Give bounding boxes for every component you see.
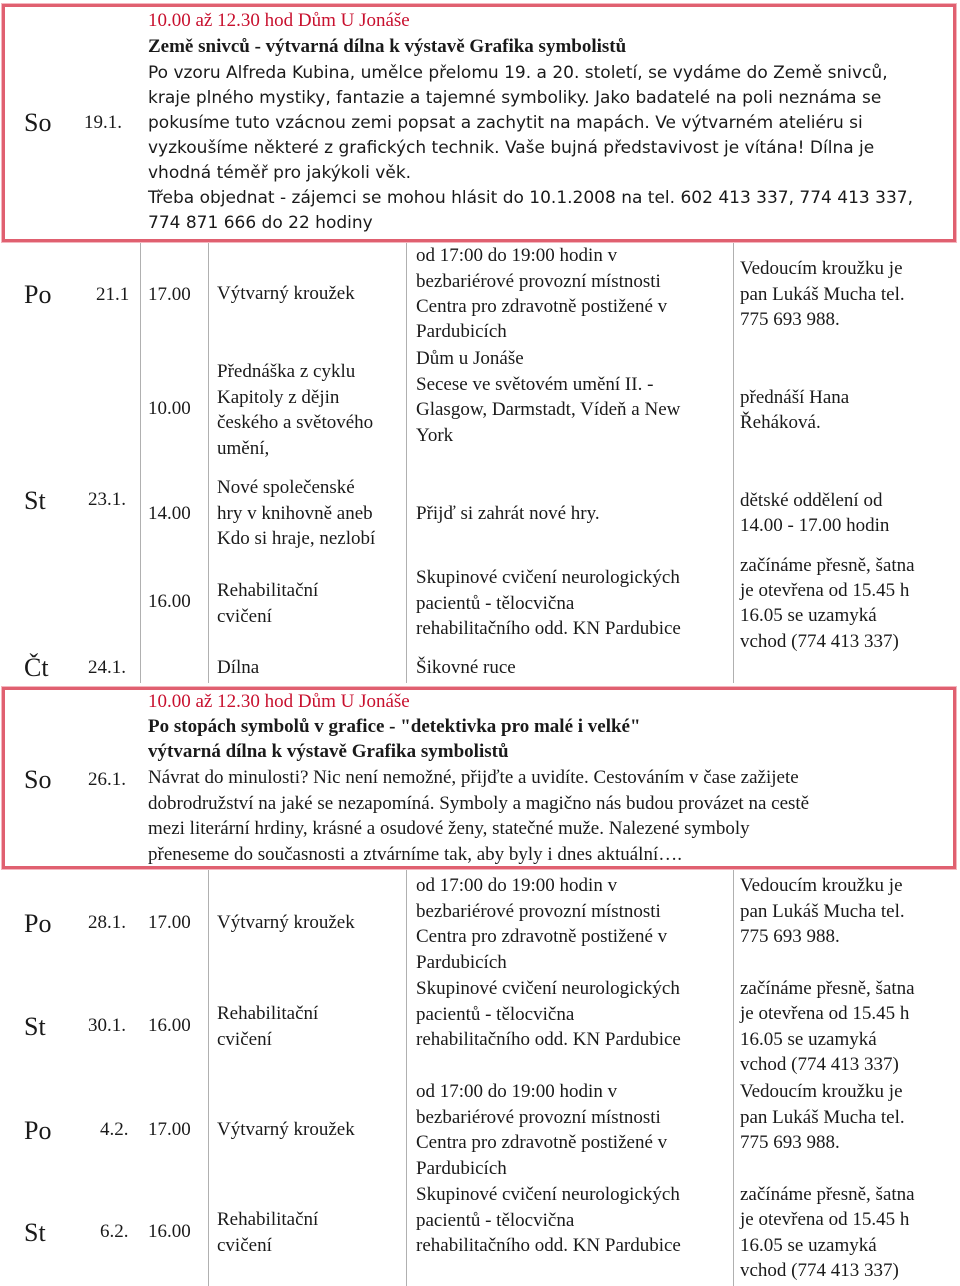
day-label: So [24,108,52,137]
place-line: Skupinové cvičení neurologických [416,1184,680,1205]
place-line: Pardubicích [416,952,507,973]
date-label: 26.1. [88,769,126,790]
event-name-line: Kapitoly z dějin [217,387,340,408]
place-line: bezbariérové provozní místnosti [416,271,661,292]
description-line: dobrodružství na jaké se nezapomíná. Symboly a magično nás budou provázet na cestě [148,793,810,814]
note-line: Vedoucím kroužku je [740,875,903,896]
note-line: Řeháková. [740,412,821,433]
time-label: 16.00 [148,1221,191,1242]
note-line: vchod (774 413 337) [740,631,899,652]
event-name-line: hry v knihovně aneb [217,503,373,524]
event-name-line: umění, [217,438,270,459]
event-title: Země snivců - výtvarná dílna k výstavě Grafika symbolistů [148,36,627,57]
note-line: 775 693 988. [740,309,840,330]
place-line: bezbariérové provozní místnosti [416,901,661,922]
date-label: 23.1. [88,489,126,510]
note-line: začínáme přesně, šatna [740,1184,915,1205]
event-name: Výtvarný kroužek [217,283,355,304]
event-name-line: Kdo si hraje, nezlobí [217,528,376,549]
day-label: St [24,1218,46,1247]
description-line: Třeba objednat - zájemci se mohou hlásit do 10.1.2008 na tel. 602 413 337, 774 413 337, [148,188,913,208]
description-line: vyzkoušíme některé z grafických technik. Vaše bujná představivost je vítána! Dílna je [148,138,875,158]
note-line: začínáme přesně, šatna [740,978,915,999]
event-name-line: cvičení [217,1029,272,1050]
date-label: 19.1. [84,112,122,133]
place-line: York [416,425,454,446]
time-label: 17.00 [148,912,191,933]
place-line: Centra pro zdravotně postižené v [416,926,668,947]
place-line: rehabilitačního odd. KN Pardubice [416,1029,681,1050]
description-line: přeneseme do současnosti a ztvárníme tak, aby byly i dnes aktuální…. [148,844,682,865]
place-line: Glasgow, Darmstadt, Vídeň a New [416,399,681,420]
note-line: Vedoucím kroužku je [740,258,903,279]
time-label: 16.00 [148,1015,191,1036]
description-line: vhodná téměř pro jakýkoli věk. [148,163,412,183]
event-name: Výtvarný kroužek [217,912,355,933]
event-name-line: Rehabilitační [217,580,319,601]
event-name-line: cvičení [217,606,272,627]
event-name-line: Přednáška z cyklu [217,361,356,382]
place-line: pacientů - tělocvična [416,593,575,614]
day-label: St [24,1012,46,1041]
note-line: je otevřena od 15.45 h [740,1003,910,1024]
time-label: 17.00 [148,1119,191,1140]
day-label: Čt [24,653,49,682]
place-line: Pardubicích [416,1158,507,1179]
time-label: 14.00 [148,503,191,524]
place-line: Skupinové cvičení neurologických [416,567,680,588]
place-line: bezbariérové provozní místnosti [416,1107,661,1128]
note-line: pan Lukáš Mucha tel. [740,1107,905,1128]
place-line: od 17:00 do 19:00 hodin v [416,245,618,266]
description-line: mezi literární hrdiny, krásné a osudové ženy, statečné muže. Nalezené symboly [148,818,750,839]
note-line: pan Lukáš Mucha tel. [740,901,905,922]
event-title-line: Po stopách symbolů v grafice - "detektivka pro malé i velké" [148,716,641,737]
day-label: St [24,486,46,515]
event-name-line: českého a světového [217,412,374,433]
place-line: Dům u Jonáše [416,348,524,369]
note-line: 775 693 988. [740,1132,840,1153]
note-line: je otevřena od 15.45 h [740,580,910,601]
note-line: 16.05 se uzamyká [740,1235,877,1256]
note-line: 775 693 988. [740,926,840,947]
column-divider [406,243,407,683]
place-line: Skupinové cvičení neurologických [416,978,680,999]
column-divider [208,243,209,683]
date-label: 4.2. [100,1119,129,1140]
place-line: rehabilitačního odd. KN Pardubice [416,618,681,639]
note-line: pan Lukáš Mucha tel. [740,284,905,305]
event-name-line: cvičení [217,1235,272,1256]
note-line: 14.00 - 17.00 hodin [740,515,890,536]
time-location-line: 10.00 až 12.30 hod Dům U Jonáše [148,10,410,31]
day-label: Po [24,909,52,938]
event-name-line: Rehabilitační [217,1003,319,1024]
date-label: 24.1. [88,657,126,678]
time-label: 17.00 [148,284,191,305]
place-line: Centra pro zdravotně postižené v [416,296,668,317]
description-line: 774 871 666 do 22 hodiny [148,213,373,233]
column-divider [733,870,734,1286]
event-title-line: výtvarná dílna k výstavě Grafika symbolistů [148,741,509,762]
note-line: je otevřena od 15.45 h [740,1209,910,1230]
note-line: vchod (774 413 337) [740,1054,899,1075]
date-label: 6.2. [100,1221,129,1242]
place-line: Pardubicích [416,321,507,342]
date-label: 28.1. [88,912,126,933]
description-line: kraje plného mystiky, fantazie a tajemné symboliky. Jako badatelé na poli neznáma se [148,88,882,108]
note-line: 16.05 se uzamyká [740,1029,877,1050]
time-label: 10.00 [148,398,191,419]
event-name: Výtvarný kroužek [217,1119,355,1140]
place-line: pacientů - tělocvična [416,1004,575,1025]
event-name-line: Nové společenské [217,477,355,498]
place-line: Centra pro zdravotně postižené v [416,1132,668,1153]
place-line: Přijď si zahrát nové hry. [416,503,600,524]
time-label: 16.00 [148,591,191,612]
note-line: vchod (774 413 337) [740,1260,899,1281]
note-line: 16.05 se uzamyká [740,605,877,626]
date-label: 30.1. [88,1015,126,1036]
column-divider [140,243,141,683]
description-line: Po vzoru Alfreda Kubina, umělce přelomu 19. a 20. století, se vydáme do Země snivců, [148,63,888,83]
note-line: Vedoucím kroužku je [740,1081,903,1102]
note-line: začínáme přesně, šatna [740,555,915,576]
place-line: rehabilitačního odd. KN Pardubice [416,1235,681,1256]
event-name-line: Rehabilitační [217,1209,319,1230]
column-divider [406,870,407,1286]
place-line: od 17:00 do 19:00 hodin v [416,1081,618,1102]
column-divider [733,243,734,683]
place-line: od 17:00 do 19:00 hodin v [416,875,618,896]
event-name: Dílna [217,657,260,678]
place-line: Šikovné ruce [416,657,516,678]
time-location-line: 10.00 až 12.30 hod Dům U Jonáše [148,691,410,712]
place-line: Secese ve světovém umění II. - [416,374,654,395]
note-line: dětské oddělení od [740,490,883,511]
description-line: pokusíme tuto vzácnou zemi popsat a zachytit na mapách. Ve výtvarném ateliéru si [148,113,863,133]
column-divider [208,870,209,1286]
date-label: 21.1 [96,284,130,305]
day-label: Po [24,1116,52,1145]
day-label: So [24,765,52,794]
place-line: pacientů - tělocvična [416,1210,575,1231]
note-line: přednáší Hana [740,387,850,408]
description-line: Návrat do minulosti? Nic není nemožné, přijďte a uvidíte. Cestováním v čase zažijete [148,767,799,788]
day-label: Po [24,280,52,309]
